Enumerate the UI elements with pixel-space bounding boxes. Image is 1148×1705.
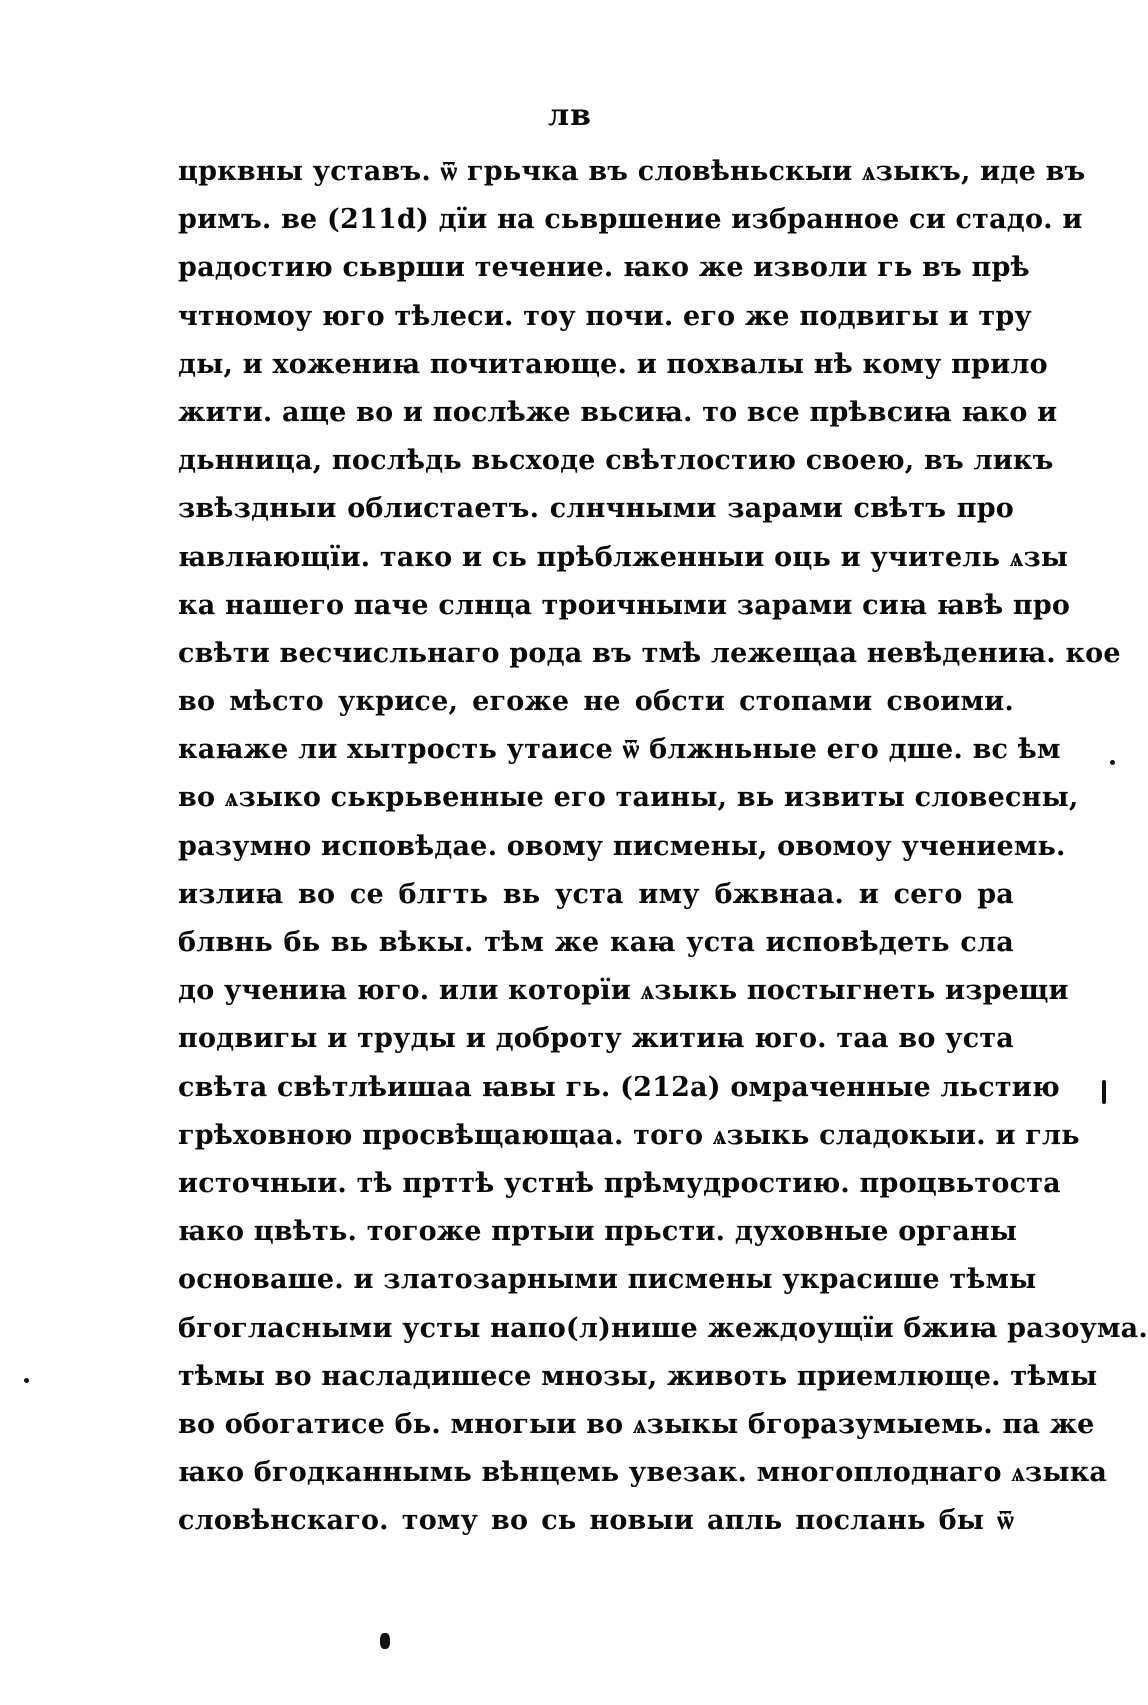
scan-speck: [24, 1378, 29, 1383]
text-line: ка нашего паче слнца троичными зарами сиꙗ ꙗвѣ про: [178, 589, 1071, 621]
scan-speck: [1102, 1080, 1106, 1104]
text-line: подвигы и труды и доброту житиꙗ юго. таа во уста: [178, 1023, 1014, 1055]
text-line: ды, и хожениꙗ почитающе. и похвалы нѣ кому прило: [178, 348, 1048, 380]
text-line: во ѧзыко ськрьвенные его таины, вь извиты словесны,: [178, 782, 1079, 814]
text-line: словѣнскаго. тому во сь новыи апль послань бы ѿ: [178, 1505, 1014, 1537]
text-line: тѣмы во насладишесе мнозы, животь приемлюще. тѣмы: [178, 1360, 1098, 1392]
text-line: свѣта свѣтлѣишаа ꙗвы гь. (212a) омраченные льстию: [178, 1071, 1060, 1103]
text-line: разумно исповѣдае. овому писмены, овомоу учениемь.: [178, 830, 1066, 862]
text-line: римъ. ве (211d) дїи на сьвршение избранное си стадо. и: [178, 204, 1083, 236]
text-line: жити. аще во и послѣже вьсиꙗ. то все прѣвсиꙗ ꙗко и: [178, 396, 1058, 428]
text-line: блвнь бь вь вѣкы. тѣм же каꙗ уста исповѣдеть сла: [178, 927, 1014, 958]
scan-speck: [380, 1633, 390, 1649]
text-line: радостию сьврши течение. ꙗко же изволи гь въ прѣ: [178, 252, 1030, 284]
text-line: ꙗвлꙗющїи. тако и сь прѣблженныи оць и учитель ѧзы: [178, 541, 1069, 573]
scan-speck: [1110, 760, 1115, 765]
text-line: во обогатисе бь. многыи во ѧзыкы бгоразумыемь. па же: [178, 1408, 1095, 1440]
text-line: излиꙗ во се блгть вь уста иму бжвнаа. и сего ра: [178, 878, 1014, 910]
text-line: каꙗже ли хытрость утаисе ѿ блжньные его дше. вс ѣм: [178, 734, 1061, 766]
text-line: до учениꙗ юго. или которїи ѧзыкь постыгнеть изрещи: [178, 975, 1069, 1007]
page-number: лв: [548, 98, 592, 133]
text-line: звѣздныи облистаетъ. слнчными зарами свѣтъ про: [178, 493, 1014, 525]
text-line: свѣти весчисльнаго рода въ тмѣ лежещаа невѣдениꙗ. кое: [178, 637, 1121, 669]
text-line: основаше. и златозарными писмены украсише тѣмы: [178, 1264, 1037, 1296]
text-line: источныи. тѣ прттѣ устнѣ прѣмудростию. процвьтоста: [178, 1167, 1061, 1199]
text-line: бгогласными усты напо(л)нише жеждоущїи бжиꙗ разоума.: [178, 1312, 1148, 1344]
text-line: црквны уставъ. ѿ грьчка въ словѣньскыи ѧзыкъ, иде въ: [178, 156, 1086, 187]
text-line: дьнница, послѣдь вьсходе свѣтлостию своею, въ ликъ: [178, 445, 1054, 477]
text-line: чтномоу юго тѣлеси. тоу почи. его же подвигы и тру: [178, 300, 1032, 332]
text-line: во мѣсто укрисе, егоже не обсти стопами своими.: [178, 686, 1014, 718]
text-line: ꙗко цвѣть. тогоже пртыи прьсти. духовные органы: [178, 1216, 1018, 1248]
text-block: [178, 148, 1148, 1545]
text-line: грѣховною просвѣщающаа. того ѧзыкь сладокыи. и гль: [178, 1119, 1080, 1151]
text-line: ꙗко бгодканнымь вѣнцемь увезак. многоплоднаго ѧзыка: [178, 1457, 1108, 1489]
